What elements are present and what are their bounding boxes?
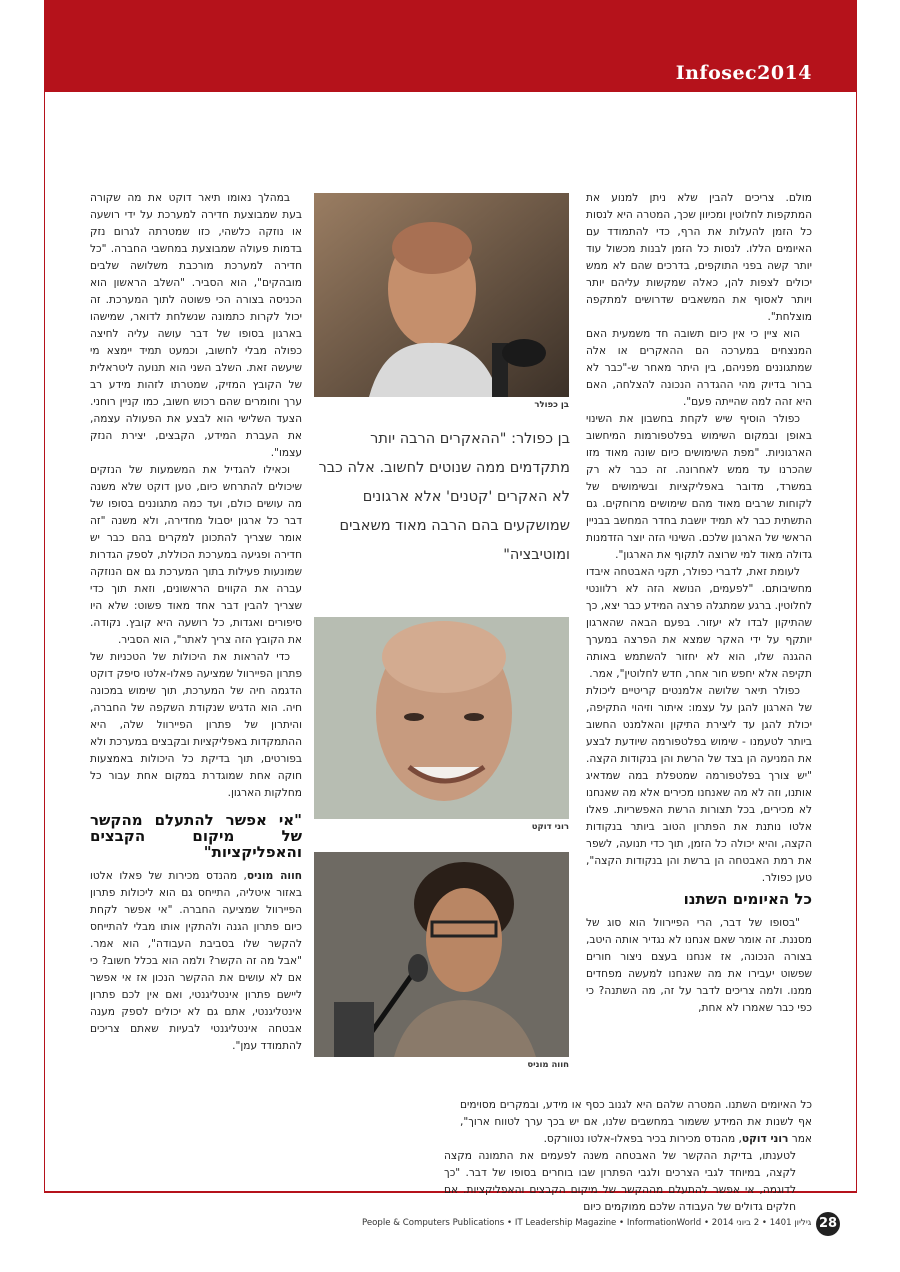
paragraph: לעומת זאת, לדברי כפולר, תקני האבטחה איבדו מחשיבותם. "לפעמים, הנושא הזה לא רלוונטי לחלוטין. ברגע שמתגלה פרצה המידע כבר יצא, כך שהתיקון לבדו לא יעזור. בפעם הבאה שהארגון יותקף על ידי האקר שמצא את הפרצה במערך ההגנה שלו, הוא לא יחזור להשתמש באותה תקיפה אלא יחפש חור אחר, חדש לחלוטין", אמר.: [586, 566, 812, 680]
paragraph: במהלך נאומו תיאר דוקט את מה שקורה בעת שמבוצעת חדירה למערכת על ידי רושעה או נוזקה כלשהי, כזו שמטרתה לגרום נזק בדמות פעולה שמבוצעת במחשבי החברה. "כל חדירה למערכת מורכבת משלושה שלבים מובהקים", הוא הסביר. "השלב הראשון הוא הכניסה בצורה הכי פשוטה לתוך המערכת. זה יכול לקרות כתמונה שנשלחת לדואר, שמישהו בארגון בסופו של דבר עושה עליה לחיצה כפולה מבלי לחשוב, וכמעט תמיד יימצא מי שיעשה זאת. השלב השני הוא תנועה ליטראלית של הקובץ המזיק, שמטרתו לזהות מידע רב ערך וחומרים שהם רכוש חשוב, כמו קניין רוחני. הצעד השלישי הוא לבצע את הפעולה עצמה, את העברת המידע, הקבצים, יצירת הנזק עצמו".: [90, 192, 302, 459]
page-number: 28: [816, 1212, 840, 1236]
paragraph-text: , מהנדס מכירות של פאלו אלטו באזור איטליה, התייחס גם הוא ליכולות פתרון הפיירוול שמציעה החברה. "אי אפשר לקחת כיום פתרון הגנה ולהתקין אותו מבלי להתייחס להקשר שלו בסביבת העבודה", הוא אמר. "אבל מה זה הקשר? ולמה הוא בכלל חשוב? כי אם לא עושים את ההקשר הנכון אז אי אפשר ליישם פתרון אינטליגנטי, ואם אין לכם פתרון אינטליגנטי, אתם גם לא יכולים לספק מענה אבטחה אינטליגנטי לבעיות שאתם צריכים להתמודד עמן".: [90, 870, 302, 1052]
section-subheading: כל האיומים השתנו: [683, 890, 812, 908]
page-footer: [360, 1210, 840, 1238]
photo-caption: בן כפולר: [534, 400, 569, 410]
magazine-section-title: Infosec2014: [675, 62, 812, 84]
paragraph: כפולר תיאר שלושה אלמנטים קריטיים ליכולת של הארגון להגן על עצמו: איתור וזיהוי התקיפה, יכולת להגן עד ליצירת התיקון והאלמנט החשוב ביותר לטעמנו - שימוש בפלטפורמה שיודעת לבצע את המניעה הן בצד של הרשת והן בנקודות הקצה. "יש צורך בפלטפורמה שמטפלת במה שמדאיג אותנו, וזה לא מה שאנחנו מכירים אלא מה שאנחנו לא מכירים, בכל תצורות הרשת האפשריות. פאלו אלטו נותנת את הפתרון הטוב ביותר בנקודות הקצה, והיא יכולה כל הזמן, תוך כדי תנועה, לשפר את רמת האבטחה הן ברשת והן בנקודות הקצה", טען כפולר.: [586, 685, 812, 884]
paragraph: "בסופו של דבר, הרי הפיירוול הוא סוג של מסננת. זה אומר שאם אנחנו לא נגדיר אותה היטב, בצורה הנכונה, אז אנחנו בעצם ניצור חורים שפשוט יעבירו את מה שאנחנו למעשה מפחדים ממנו. ולמה צריכים לדבר על זה, מה השתנה? כי כפי כבר שאמרו לא אחת,: [586, 917, 812, 1014]
person-name: חווה מוניס: [246, 870, 302, 882]
bottom-right-text: [460, 1097, 812, 1148]
bottom-left-text: לטענתו, בדיקת ההקשר של האבטחה משנה לפעמים את התמונה מקצה לקצה, במיוחד לגבי הצרכים ולגבי הפתרון שבו בוחרים בסופו של דבר. "כך לדוגמה, אי אפשר להתעלם מההקשר של מיקום הקבצים והאפליקציות. אם חלקים גדולים של העבודה שלכם ממוקמים כיום: [444, 1150, 796, 1213]
pull-quote: בן כפולר: "ההאקרים הרבה יותר מתקדמים ממה שנוטים לחשוב. אלה כבר לא האקרים 'קטנים' אלא ארגונים שמושקעים בהם הרבה מאוד משאבים ומוטיבציה": [318, 431, 570, 563]
publication-line: People & Computers Publications • IT Leadership Magazine • InformationWorld • 2014 גיליון 1401 • 2 ביוני: [362, 1218, 812, 1228]
paragraph-text: כל האיומים השתנו. המטרה שלהם היא לגנוב כסף או מידע, ובמקרים מסוימים אף לשנות את המידע ששמור במחשבים שלנו, אם יש בכך ערך לטווח ארוך", אמר: [460, 1099, 812, 1145]
paragraph: כפולר הוסיף שיש לקחת בחשבון את השינוי באופן ובמקום השימוש בפלטפורמות המיחשוב הארגוניות. "מפת השימושים כיום שונה מאוד מזו שהכרנו עד ממש לאחרונה. זה כבר לא רק במשרד, מדובר באפליקציות ובשימושים של לקוחות שרבים מאוד מהם שימושים מרוחקים. גם התשתית כבר לא תמיד יושבת בחדר המחשב בבניין הראשי של הארגון שלכם. השינוי הזה יוצר הזדמנות גדולה מאוד למי שרוצה לתקוף את הארגון".: [586, 413, 812, 561]
photo-caption: רוני דוקט: [531, 822, 569, 832]
paragraph: כדי להראות את היכולות של הטכניות של פתרון הפיירוול שמציעה פאלו-אלטו סיפק דוקט הדגמה חיה של המערכת, תוך שימוש במכונה חיה. הוא הדגיש שנקודת השקפה של החברה, והיתרון של פתרון הפיירוול שלה, היא ההתמקדות באפליקציות ובקבצים במערכת ולא בפורטים, תוך בדיקת כל היכולות באמצעות חוקה אחת שמוגדרת במקום אחת עבור כל מחלקות הארגון.: [90, 651, 302, 799]
paragraph-text: , מהנדס מכירות בכיר בפאלו-אלטו נטוורקס.: [543, 1133, 742, 1145]
person-name: רוני דוקט: [741, 1133, 789, 1145]
paragraph: [90, 868, 302, 1055]
photo-roni-duket: [314, 617, 569, 832]
section-subheading: "אי אפשר להתעלם מהקשר של מיקום הקבצים והאפליקציות": [90, 811, 302, 861]
photo-ben-kapular: [314, 193, 569, 410]
portrait-image: [314, 617, 569, 819]
top-red-band: [44, 0, 857, 58]
paragraph: מולם. צריכים להבין שלא ניתן למנוע את המתקפות לחלוטין ומכיוון שכך, המטרה היא לנסות כל הזמן להעלות את הרף, כדי להתמודד עם האיומים הללו. לנסות כל הזמן לבנות מכשול עוד יותר קשה בפני התוקפים, בדרכים שהם לא ממש יכולים לצפות להן, כאלה שמקשות עליהם יותר ויותר לאסוף את המשאבים שדרושים למתקפה מוצלחת".: [586, 192, 812, 323]
portrait-image: [314, 193, 569, 397]
paragraph: הוא ציין כי אין כיום תשובה חד משמעית האם המנצחים במערכה הם ההאקרים או אלה שמתגוננים מפניהם, בין היתר מאחר ש-"כבר לא ברור בדיוק מהי ההגדרה הנכונה להצלחה, האם היא זהה למה שהייתה פעם".: [586, 328, 812, 408]
photo-hava-monis: [314, 852, 569, 1070]
right-column: [586, 190, 812, 1017]
portrait-image: [314, 852, 569, 1057]
paragraph: וכאילו להגדיל את המשמעות של הנזקים שיכולים להתרחש כיום, טען דוקט שלא משנה מה עושים כולם, ועד כמה מתגוננים בסופו של דבר כל ארגון יסבול מחדירה, ולא משנה "זה אומר שצריך להתכונן למקרים בהם כבר יש חדירה ופגיעה במערכת הכוללת, לספק הגדרות שמונעות פעילות בתוך המערכת גם אם הנוזקה עברה את הקווים הראשונים, וזאת תוך כדי שצריך להבין דבר אחד מאוד פשוט: שלא היו סיפורים ואגדות, כל רושעה היא קובץ. נקודה. את הקובץ הזה צריך לאתר", הוא הסביר.: [90, 464, 302, 646]
left-column: [90, 190, 302, 1055]
photo-caption: חווה מוניס: [527, 1060, 569, 1070]
bottom-text-band: [90, 1097, 812, 1216]
